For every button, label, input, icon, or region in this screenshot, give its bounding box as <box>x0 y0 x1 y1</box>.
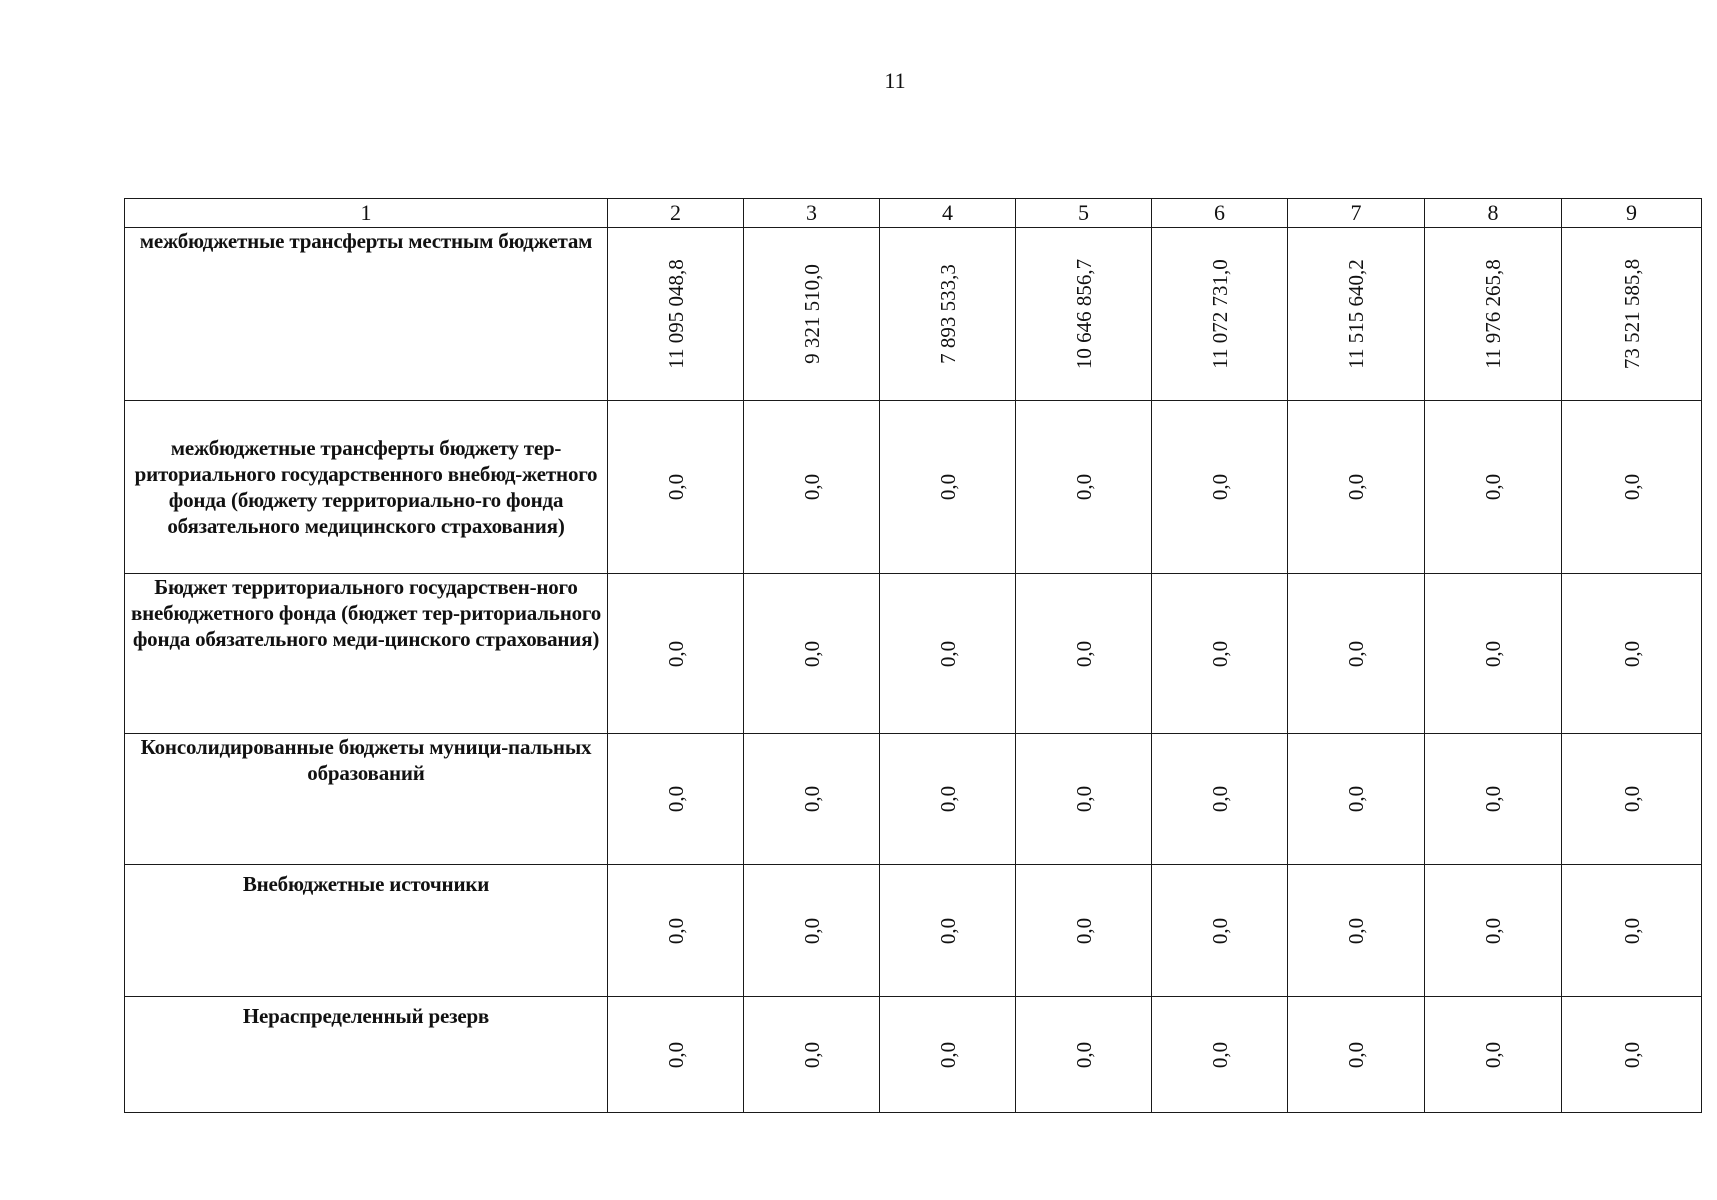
column-number-header: 5 <box>1016 199 1152 228</box>
value-cell <box>744 997 880 1113</box>
cell-value: 0,0 <box>1207 1041 1232 1068</box>
value-cell <box>1016 734 1152 865</box>
cell-value: 0,0 <box>935 785 960 813</box>
cell-value: 0,0 <box>1481 640 1505 667</box>
column-number-header: 9 <box>1562 199 1702 228</box>
value-cell <box>880 574 1016 734</box>
cell-value: 0,0 <box>799 473 824 501</box>
cell-value: 0,0 <box>1207 640 1232 667</box>
cell-value: 0,0 <box>1481 785 1505 813</box>
value-cell <box>1425 401 1562 574</box>
cell-value: 0,0 <box>1619 917 1644 944</box>
cell-value: 11 095 048,8 <box>663 259 688 369</box>
cell-value: 0,0 <box>1071 1041 1096 1068</box>
cell-value: 0,0 <box>1207 785 1232 813</box>
value-cell <box>1288 574 1425 734</box>
cell-value: 0,0 <box>799 640 824 667</box>
row-label: Нераспределенный резерв <box>125 997 608 1113</box>
value-cell <box>1016 997 1152 1113</box>
cell-value: 0,0 <box>1207 917 1232 944</box>
column-number-header: 2 <box>608 199 744 228</box>
column-number-header: 6 <box>1152 199 1288 228</box>
cell-value: 0,0 <box>663 1041 688 1068</box>
cell-value: 11 072 731,0 <box>1207 259 1232 369</box>
cell-value: 0,0 <box>1481 917 1505 944</box>
value-cell <box>1425 997 1562 1113</box>
value-cell <box>1425 865 1562 997</box>
cell-value: 0,0 <box>799 1041 824 1068</box>
cell-value: 0,0 <box>1619 473 1644 501</box>
table-row <box>125 228 1702 401</box>
value-cell <box>1016 401 1152 574</box>
value-cell <box>880 734 1016 865</box>
value-cell <box>1152 865 1288 997</box>
value-cell <box>1288 228 1425 401</box>
table-header-row <box>125 199 1702 228</box>
value-cell <box>744 401 880 574</box>
table-row <box>125 574 1702 734</box>
cell-value: 9 321 510,0 <box>799 264 824 364</box>
value-cell <box>1425 734 1562 865</box>
budget-table <box>124 198 1702 1113</box>
value-cell <box>744 228 880 401</box>
cell-value: 0,0 <box>1344 640 1368 667</box>
column-number-header: 1 <box>125 199 608 228</box>
cell-value: 0,0 <box>1481 1041 1505 1068</box>
row-label: Внебюджетные источники <box>125 865 608 997</box>
row-label: Консолидированные бюджеты муници-пальных образований <box>125 734 608 865</box>
value-cell <box>1016 574 1152 734</box>
cell-value: 0,0 <box>1071 473 1096 501</box>
cell-value: 0,0 <box>663 640 688 667</box>
cell-value: 0,0 <box>1344 1041 1368 1068</box>
cell-value: 11 976 265,8 <box>1481 259 1505 369</box>
column-number-header: 7 <box>1288 199 1425 228</box>
value-cell <box>608 865 744 997</box>
cell-value: 7 893 533,3 <box>935 264 960 364</box>
table-row <box>125 865 1702 997</box>
cell-value: 0,0 <box>935 640 960 667</box>
cell-value: 0,0 <box>1344 785 1368 813</box>
value-cell <box>1152 228 1288 401</box>
value-cell <box>880 865 1016 997</box>
cell-value: 0,0 <box>1071 785 1096 813</box>
value-cell <box>1152 997 1288 1113</box>
value-cell <box>880 401 1016 574</box>
value-cell <box>608 228 744 401</box>
value-cell <box>1016 865 1152 997</box>
cell-value: 10 646 856,7 <box>1071 258 1096 370</box>
value-cell <box>1152 401 1288 574</box>
cell-value: 0,0 <box>1344 917 1368 944</box>
value-cell <box>1562 997 1702 1113</box>
cell-value: 0,0 <box>799 785 824 813</box>
value-cell <box>880 228 1016 401</box>
table-row <box>125 997 1702 1113</box>
cell-value: 0,0 <box>1071 640 1096 667</box>
cell-value: 0,0 <box>1481 473 1505 501</box>
table-row <box>125 401 1702 574</box>
value-cell <box>1425 228 1562 401</box>
value-cell <box>880 997 1016 1113</box>
cell-value: 73 521 585,8 <box>1619 258 1644 370</box>
value-cell <box>1288 401 1425 574</box>
value-cell <box>608 401 744 574</box>
row-label: межбюджетные трансферты бюджету тер-риториального государственного внебюд-жетного фонда (бюджету территориально-го фонда обязательного медицинского страхования) <box>125 401 608 574</box>
cell-value: 0,0 <box>935 473 960 501</box>
cell-value: 11 515 640,2 <box>1344 259 1368 369</box>
page-number: 11 <box>884 68 906 93</box>
value-cell <box>1016 228 1152 401</box>
cell-value: 0,0 <box>663 473 688 501</box>
row-label: межбюджетные трансферты местным бюджетам <box>125 228 608 401</box>
value-cell <box>608 734 744 865</box>
value-cell <box>1152 734 1288 865</box>
value-cell <box>608 574 744 734</box>
cell-value: 0,0 <box>1344 473 1368 501</box>
cell-value: 0,0 <box>1619 640 1644 667</box>
cell-value: 0,0 <box>1619 785 1644 813</box>
cell-value: 0,0 <box>1207 473 1232 501</box>
column-number-header: 8 <box>1425 199 1562 228</box>
value-cell <box>1288 734 1425 865</box>
value-cell <box>1562 865 1702 997</box>
column-number-header: 3 <box>744 199 880 228</box>
value-cell <box>1562 401 1702 574</box>
cell-value: 0,0 <box>935 1041 960 1068</box>
value-cell <box>1288 997 1425 1113</box>
cell-value: 0,0 <box>1071 917 1096 944</box>
value-cell <box>1562 228 1702 401</box>
value-cell <box>608 997 744 1113</box>
row-label: Бюджет территориального государствен-ного внебюджетного фонда (бюджет тер-риториального фонда обязательного меди-цинского страхования) <box>125 574 608 734</box>
value-cell <box>1425 574 1562 734</box>
cell-value: 0,0 <box>663 917 688 944</box>
value-cell <box>1562 734 1702 865</box>
value-cell <box>1288 865 1425 997</box>
value-cell <box>744 574 880 734</box>
table-row <box>125 734 1702 865</box>
cell-value: 0,0 <box>935 917 960 944</box>
cell-value: 0,0 <box>799 917 824 944</box>
value-cell <box>744 734 880 865</box>
value-cell <box>1562 574 1702 734</box>
cell-value: 0,0 <box>1619 1041 1644 1068</box>
cell-value: 0,0 <box>663 785 688 813</box>
value-cell <box>1152 574 1288 734</box>
column-number-header: 4 <box>880 199 1016 228</box>
value-cell <box>744 865 880 997</box>
